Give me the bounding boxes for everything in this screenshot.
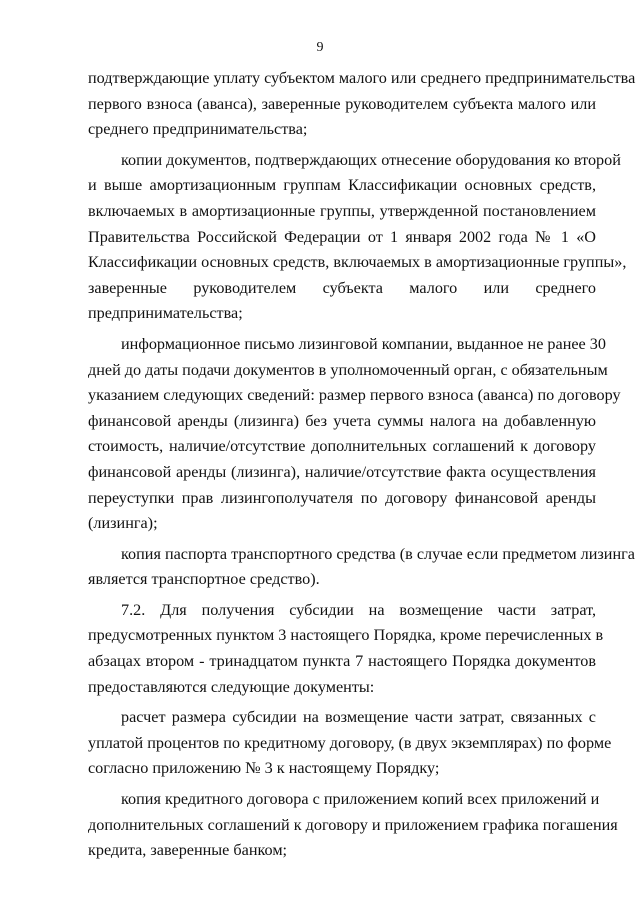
text-line: согласно приложению № 3 к настоящему Порядку; xyxy=(88,759,440,778)
text-line: финансовой аренды (лизинга) без учета суммы налога на добавленную xyxy=(88,411,596,430)
text-line: первого взноса (аванса), заверенные руководителем субъекта малого или xyxy=(88,94,596,113)
text-line: предоставляются следующие документы: xyxy=(88,677,375,696)
text-line: 7.2. Для получения субсидии на возмещение части затрат, xyxy=(121,600,596,619)
text-line: информационное письмо лизинговой компании, выданное не ранее 30 xyxy=(121,334,606,353)
text-line: финансовой аренды (лизинга), наличие/отсутствие факта осуществления xyxy=(88,462,596,481)
text-line: среднего предпринимательства; xyxy=(88,120,308,139)
paragraph xyxy=(88,787,618,864)
text-line: предусмотренных пунктом 3 настоящего Порядка, кроме перечисленных в xyxy=(88,626,604,645)
text-line: копии документов, подтверждающих отнесение оборудования ко второй xyxy=(121,150,621,169)
text-line: (лизинга); xyxy=(88,514,158,533)
page-number: 9 xyxy=(316,40,324,55)
paragraph xyxy=(88,542,635,593)
text-line: переуступки прав лизингополучателя по договору финансовой аренды xyxy=(88,488,596,507)
text-line: уплатой процентов по кредитному договору, (в двух экземплярах) по форме xyxy=(88,733,612,752)
text-line: кредита, заверенные банком; xyxy=(88,841,288,860)
text-line: Классификации основных средств, включаемых в амортизационные группы», xyxy=(88,253,627,272)
text-line: включаемых в амортизационные группы, утвержденной постановлением xyxy=(88,201,596,220)
text-line: подтверждающие уплату субъектом малого или среднего предпринимательства xyxy=(88,69,636,87)
text-line: заверенные руководителем субъекта малого или среднего xyxy=(88,278,596,297)
text-line: дополнительных соглашений к договору и приложением графика погашения xyxy=(88,815,618,834)
text-line: дней до даты подачи документов в уполномоченный орган, с обязательным xyxy=(88,360,608,379)
text-line: стоимость, наличие/отсутствие дополнительных соглашений к договору xyxy=(88,437,596,456)
text-line: является транспортное средство). xyxy=(88,570,320,589)
text-line: указанием следующих сведений: размер первого взноса (аванса) по договору xyxy=(88,386,621,405)
paragraph xyxy=(88,705,612,782)
text-line: абзацах втором - тринадцатом пункта 7 настоящего Порядка документов xyxy=(88,652,596,671)
paragraph xyxy=(88,66,636,143)
text-line: копия паспорта транспортного средства (в случае если предметом лизинга xyxy=(121,544,635,563)
paragraph xyxy=(88,598,604,700)
text-line: расчет размера субсидии на возмещение части затрат, связанных с xyxy=(121,708,596,727)
text-line: и выше амортизационным группам Классификации основных средств, xyxy=(88,176,596,195)
document-body xyxy=(88,66,636,864)
text-line: Правительства Российской Федерации от 1 января 2002 года № 1 «О xyxy=(88,227,596,246)
paragraph xyxy=(88,332,621,537)
paragraph xyxy=(88,148,627,327)
text-line: предпринимательства; xyxy=(88,304,243,323)
text-line: копия кредитного договора с приложением копий всех приложений и xyxy=(121,790,600,809)
